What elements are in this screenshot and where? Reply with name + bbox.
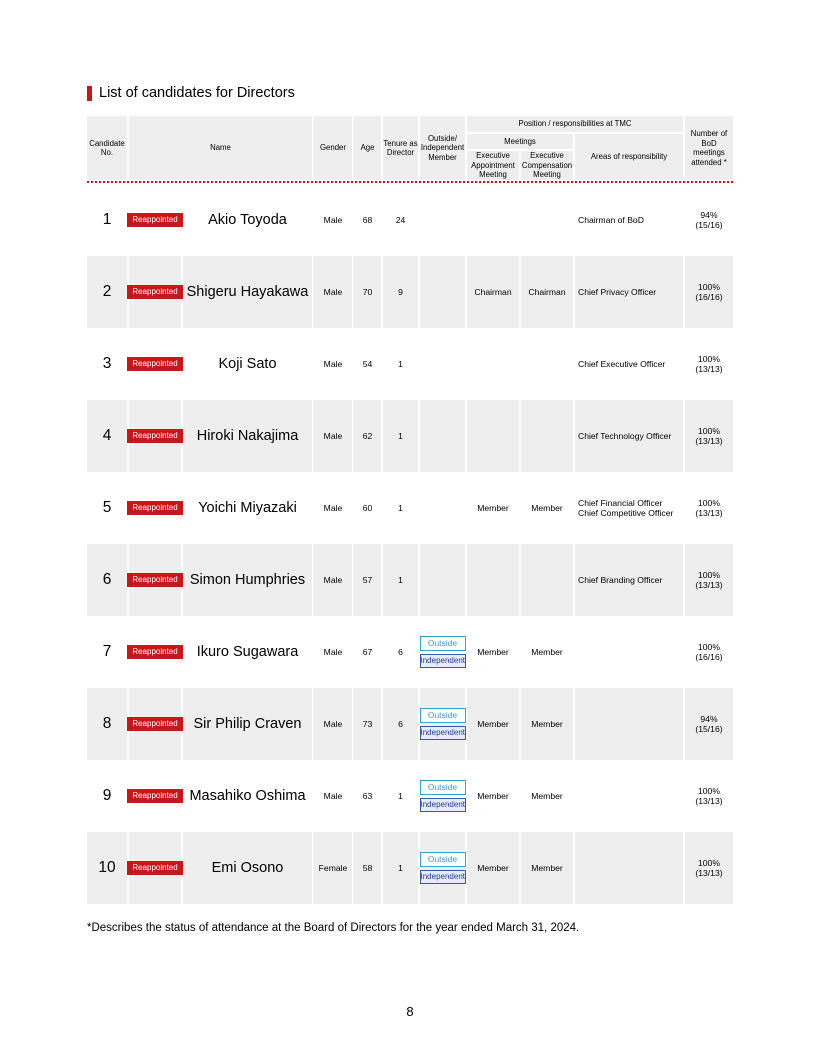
- candidate-name-text: Akio Toyoda: [208, 212, 287, 228]
- candidate-name: [183, 616, 312, 688]
- outside-independent: [420, 184, 465, 256]
- tenure-text: 1: [398, 575, 403, 585]
- independent-tag: Independent: [420, 870, 466, 884]
- attendance-count: (13/13): [695, 508, 723, 518]
- exec-compensation: [521, 328, 573, 400]
- tenure-text: 1: [398, 431, 403, 441]
- candidate-name-text: Hiroki Nakajima: [196, 428, 299, 444]
- candidate-no-text: 2: [102, 283, 112, 300]
- exec-appointment-text: Member: [477, 719, 509, 729]
- status-cell: [129, 544, 181, 616]
- exec-appointment-text: Member: [477, 863, 509, 873]
- independent-tag: Independent: [420, 654, 466, 668]
- table-row: [87, 256, 733, 328]
- outside-independent: [420, 400, 465, 472]
- exec-compensation-text: Member: [531, 863, 563, 873]
- exec-appointment: [467, 256, 519, 328]
- tenure-text: 9: [398, 287, 403, 297]
- attendance: [685, 328, 733, 400]
- attendance-count: (15/16): [695, 724, 723, 734]
- areas-of-responsibility: [575, 616, 683, 688]
- header-tenure: Tenure as Director: [383, 116, 418, 180]
- tenure-text: 6: [398, 647, 403, 657]
- gender: [314, 400, 352, 472]
- candidate-no-text: 10: [98, 859, 116, 876]
- candidate-no: [87, 760, 127, 832]
- gender: [314, 760, 352, 832]
- exec-compensation-text: Member: [531, 503, 563, 513]
- candidate-no: [87, 328, 127, 400]
- table-row: [87, 472, 733, 544]
- status-cell: [129, 832, 181, 904]
- status-cell: [129, 400, 181, 472]
- exec-compensation-text: Member: [531, 647, 563, 657]
- page-number: 8: [406, 1004, 414, 1019]
- exec-compensation: [521, 472, 573, 544]
- attendance: [685, 472, 733, 544]
- header-gender: Gender: [314, 116, 352, 180]
- age: [354, 400, 381, 472]
- header-attendance: Number of BoD meetings attended *: [685, 116, 733, 180]
- exec-compensation-text: Member: [531, 791, 563, 801]
- reappointed-badge: Reappointed: [127, 213, 182, 227]
- outside-tag: Outside: [420, 636, 466, 651]
- candidate-name: [183, 832, 312, 904]
- attendance-percent: 100%: [698, 857, 720, 868]
- age-text: 67: [362, 647, 373, 657]
- tenure: [383, 616, 418, 688]
- reappointed-badge: Reappointed: [127, 717, 182, 731]
- gender-text: Male: [323, 359, 343, 369]
- tenure: [383, 760, 418, 832]
- candidate-name: [183, 400, 312, 472]
- attendance-count: (16/16): [695, 652, 723, 662]
- attendance-percent: 94%: [700, 713, 718, 724]
- exec-compensation-text: Chairman: [528, 287, 566, 297]
- outside-tag: Outside: [420, 852, 466, 867]
- attendance-percent: 100%: [698, 281, 720, 292]
- exec-appointment: [467, 400, 519, 472]
- age-text: 58: [362, 863, 373, 873]
- outside-tag: Outside: [420, 708, 466, 723]
- areas-of-responsibility: [575, 184, 683, 256]
- gender: [314, 256, 352, 328]
- reappointed-badge: Reappointed: [127, 429, 182, 443]
- candidate-no-text: 4: [102, 427, 112, 444]
- age-text: 70: [362, 287, 373, 297]
- table-row: [87, 832, 733, 904]
- candidate-no: [87, 688, 127, 760]
- candidate-name: [183, 472, 312, 544]
- tenure-text: 1: [398, 863, 403, 873]
- age-text: 57: [362, 575, 373, 585]
- gender-text: Male: [323, 287, 343, 297]
- gender: [314, 328, 352, 400]
- exec-appointment-text: Member: [477, 647, 509, 657]
- gender: [314, 616, 352, 688]
- tenure: [383, 472, 418, 544]
- exec-compensation: [521, 616, 573, 688]
- candidate-no-text: 1: [102, 211, 112, 228]
- exec-appointment-text: Chairman: [474, 287, 512, 297]
- candidate-no: [87, 832, 127, 904]
- attendance: [685, 832, 733, 904]
- candidate-name-text: Shigeru Hayakawa: [186, 284, 309, 300]
- gender: [314, 688, 352, 760]
- attendance-count: (16/16): [695, 292, 723, 302]
- header-areas: Areas of responsibility: [575, 134, 683, 180]
- area-line: Chief Privacy Officer: [578, 286, 657, 297]
- status-cell: [129, 184, 181, 256]
- exec-appointment: [467, 760, 519, 832]
- reappointed-badge: Reappointed: [127, 501, 182, 515]
- gender-text: Male: [323, 431, 343, 441]
- exec-appointment: [467, 184, 519, 256]
- exec-appointment: [467, 544, 519, 616]
- age-text: 68: [362, 215, 373, 225]
- title-accent-bar: [87, 86, 92, 101]
- areas-of-responsibility: [575, 256, 683, 328]
- area-line: Chairman of BoD: [578, 214, 644, 225]
- reappointed-badge: Reappointed: [127, 861, 182, 875]
- header-position-group: Position / responsibilities at TMC: [467, 116, 683, 132]
- age: [354, 616, 381, 688]
- table-row: [87, 688, 733, 760]
- gender: [314, 472, 352, 544]
- attendance-percent: 94%: [700, 209, 718, 220]
- header-candidate-no: Candidate No.: [87, 116, 127, 180]
- age: [354, 328, 381, 400]
- candidate-no: [87, 400, 127, 472]
- gender-text: Male: [323, 503, 343, 513]
- reappointed-badge: Reappointed: [127, 357, 182, 371]
- table-row: [87, 184, 733, 256]
- candidate-name-text: Masahiko Oshima: [189, 788, 306, 804]
- candidate-name: [183, 328, 312, 400]
- reappointed-badge: Reappointed: [127, 645, 182, 659]
- area-line: Chief Technology Officer: [578, 430, 672, 441]
- attendance: [685, 760, 733, 832]
- candidate-no-text: 8: [102, 715, 112, 732]
- attendance: [685, 400, 733, 472]
- attendance-percent: 100%: [698, 497, 720, 508]
- tenure: [383, 256, 418, 328]
- exec-appointment: [467, 688, 519, 760]
- attendance: [685, 544, 733, 616]
- candidate-no: [87, 256, 127, 328]
- age: [354, 832, 381, 904]
- tenure: [383, 544, 418, 616]
- reappointed-badge: Reappointed: [127, 285, 182, 299]
- attendance-count: (13/13): [695, 796, 723, 806]
- candidate-no: [87, 184, 127, 256]
- age-text: 54: [362, 359, 373, 369]
- gender: [314, 544, 352, 616]
- age: [354, 544, 381, 616]
- exec-appointment: [467, 328, 519, 400]
- attendance-count: (13/13): [695, 580, 723, 590]
- table-row: [87, 616, 733, 688]
- areas-of-responsibility: [575, 832, 683, 904]
- candidate-name-text: Sir Philip Craven: [193, 716, 302, 732]
- attendance-count: (13/13): [695, 436, 723, 446]
- outside-independent: [420, 760, 465, 832]
- attendance-percent: 100%: [698, 569, 720, 580]
- reappointed-badge: Reappointed: [127, 789, 182, 803]
- attendance: [685, 688, 733, 760]
- status-cell: [129, 472, 181, 544]
- exec-compensation: [521, 256, 573, 328]
- tenure-text: 1: [398, 503, 403, 513]
- area-line: Chief Competitive Officer: [578, 508, 674, 518]
- tenure: [383, 688, 418, 760]
- candidate-name: [183, 760, 312, 832]
- areas-of-responsibility: [575, 544, 683, 616]
- gender: [314, 184, 352, 256]
- gender-text: Male: [323, 575, 343, 585]
- attendance: [685, 256, 733, 328]
- gender: [314, 832, 352, 904]
- candidate-name-text: Ikuro Sugawara: [196, 644, 299, 660]
- attendance-count: (13/13): [695, 868, 723, 878]
- status-cell: [129, 616, 181, 688]
- table-row: [87, 544, 733, 616]
- candidate-no-text: 3: [102, 355, 112, 372]
- header-exec-compensation: Executive Compensation Meeting: [521, 151, 573, 180]
- candidate-no: [87, 472, 127, 544]
- status-cell: [129, 688, 181, 760]
- candidate-no-text: 7: [102, 643, 112, 660]
- exec-compensation: [521, 400, 573, 472]
- age: [354, 184, 381, 256]
- outside-independent: [420, 328, 465, 400]
- exec-compensation-text: Member: [531, 719, 563, 729]
- tenure-text: 24: [395, 215, 406, 225]
- exec-compensation: [521, 184, 573, 256]
- candidate-no: [87, 544, 127, 616]
- candidate-name-text: Simon Humphries: [189, 572, 306, 588]
- candidate-no-text: 9: [102, 787, 112, 804]
- exec-compensation: [521, 832, 573, 904]
- candidate-no-text: 5: [102, 499, 112, 516]
- gender-text: Male: [323, 215, 343, 225]
- gender-text: Male: [323, 719, 343, 729]
- area-line: Chief Branding Officer: [578, 574, 663, 585]
- footnote: *Describes the status of attendance at the Board of Directors for the year ended March 31, 2024.: [87, 922, 580, 934]
- exec-appointment-text: Member: [477, 503, 509, 513]
- areas-of-responsibility: [575, 400, 683, 472]
- status-cell: [129, 328, 181, 400]
- age-text: 62: [362, 431, 373, 441]
- areas-of-responsibility: [575, 472, 683, 544]
- header-age: Age: [354, 116, 381, 180]
- header-outside-independent: Outside/ Independent Member: [420, 116, 465, 180]
- candidate-name-text: Yoichi Miyazaki: [198, 500, 297, 516]
- reappointed-badge: Reappointed: [127, 573, 182, 587]
- tenure-text: 1: [398, 359, 403, 369]
- area-line: Chief Financial Officer: [578, 497, 663, 508]
- outside-independent: [420, 472, 465, 544]
- tenure-text: 6: [398, 719, 403, 729]
- header-name: Name: [129, 116, 312, 180]
- header-exec-appointment: Executive Appointment Meeting: [467, 151, 519, 180]
- exec-compensation: [521, 760, 573, 832]
- table-row: [87, 760, 733, 832]
- status-cell: [129, 256, 181, 328]
- exec-appointment: [467, 616, 519, 688]
- areas-of-responsibility: [575, 760, 683, 832]
- outside-independent: [420, 688, 465, 760]
- age-text: 63: [362, 791, 373, 801]
- section-title-text: List of candidates for Directors: [99, 85, 295, 101]
- table-header: [87, 116, 733, 180]
- outside-independent: [420, 544, 465, 616]
- exec-appointment-text: Member: [477, 791, 509, 801]
- candidate-name: [183, 184, 312, 256]
- tenure-text: 1: [398, 791, 403, 801]
- tenure: [383, 400, 418, 472]
- exec-appointment: [467, 832, 519, 904]
- status-cell: [129, 760, 181, 832]
- candidate-no-text: 6: [102, 571, 112, 588]
- independent-tag: Independent: [420, 726, 466, 740]
- attendance: [685, 616, 733, 688]
- tenure: [383, 328, 418, 400]
- areas-of-responsibility: [575, 688, 683, 760]
- age: [354, 472, 381, 544]
- tenure: [383, 832, 418, 904]
- candidate-name-text: Emi Osono: [211, 860, 284, 876]
- candidate-no: [87, 616, 127, 688]
- gender-text: Male: [323, 791, 343, 801]
- age-text: 73: [362, 719, 373, 729]
- attendance-percent: 100%: [698, 785, 720, 796]
- outside-independent: [420, 832, 465, 904]
- age: [354, 688, 381, 760]
- exec-appointment: [467, 472, 519, 544]
- outside-tag: Outside: [420, 780, 466, 795]
- attendance-percent: 100%: [698, 425, 720, 436]
- exec-compensation: [521, 544, 573, 616]
- candidate-name: [183, 256, 312, 328]
- section-title: [87, 84, 295, 102]
- areas-of-responsibility: [575, 328, 683, 400]
- header-meetings: Meetings: [467, 134, 573, 149]
- age: [354, 256, 381, 328]
- gender-text: Male: [323, 647, 343, 657]
- independent-tag: Independent: [420, 798, 466, 812]
- exec-compensation: [521, 688, 573, 760]
- header-divider: [87, 181, 733, 183]
- outside-independent: [420, 256, 465, 328]
- outside-independent: [420, 616, 465, 688]
- attendance-count: (13/13): [695, 364, 723, 374]
- area-line: Chief Executive Officer: [578, 358, 666, 369]
- gender-text: Female: [318, 863, 348, 873]
- age-text: 60: [362, 503, 373, 513]
- tenure: [383, 184, 418, 256]
- attendance-percent: 100%: [698, 641, 720, 652]
- table-row: [87, 328, 733, 400]
- attendance-count: (15/16): [695, 220, 723, 230]
- attendance: [685, 184, 733, 256]
- candidate-name: [183, 544, 312, 616]
- candidate-name-text: Koji Sato: [218, 356, 277, 372]
- candidate-name: [183, 688, 312, 760]
- attendance-percent: 100%: [698, 353, 720, 364]
- table-row: [87, 400, 733, 472]
- age: [354, 760, 381, 832]
